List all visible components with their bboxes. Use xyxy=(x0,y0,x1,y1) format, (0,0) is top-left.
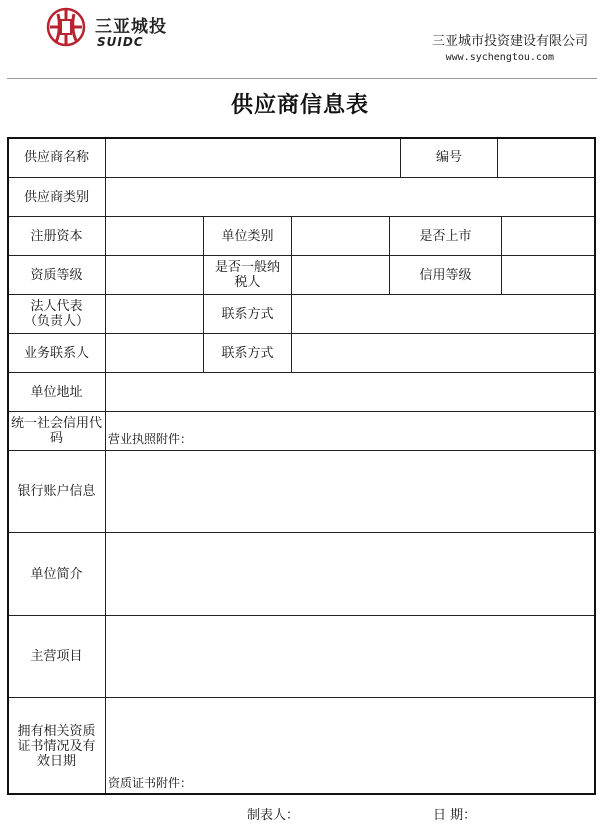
intro-label: 单位简介 xyxy=(7,532,106,616)
legal-rep-contact-field[interactable] xyxy=(291,294,596,334)
main-projects-field[interactable] xyxy=(105,615,596,698)
general-taxpayer-field[interactable] xyxy=(291,255,390,295)
number-label: 编号 xyxy=(400,137,498,178)
supplier-name-field[interactable] xyxy=(105,137,401,178)
preparer-label: 制表人： xyxy=(247,808,300,823)
bank-account-label: 银行账户信息 xyxy=(7,450,106,533)
registered-capital-field[interactable] xyxy=(105,216,204,256)
registered-capital-label: 注册资本 xyxy=(7,216,106,256)
page-title: 供应商信息表 xyxy=(230,93,369,118)
supplier-category-label: 供应商类别 xyxy=(7,177,106,217)
supplier-info-form xyxy=(7,137,596,795)
page-header xyxy=(0,0,600,80)
logo-text-cn: 三亚城投 xyxy=(95,17,167,37)
unit-category-field[interactable] xyxy=(291,216,390,256)
listed-field[interactable] xyxy=(501,216,596,256)
contact-method-label-2: 联系方式 xyxy=(203,333,292,373)
intro-field[interactable] xyxy=(105,532,596,616)
credit-code-label: 统一社会信用代码 xyxy=(7,411,106,451)
date-label: 日 期： xyxy=(433,808,477,823)
bank-account-field[interactable] xyxy=(105,450,596,533)
supplier-name-label: 供应商名称 xyxy=(7,137,106,178)
qualification-level-field[interactable] xyxy=(105,255,204,295)
certificate-attachment-field[interactable]: 资质证书附件： xyxy=(105,697,596,795)
address-field[interactable] xyxy=(105,372,596,412)
company-logo-icon xyxy=(44,6,88,48)
unit-category-label: 单位类别 xyxy=(203,216,292,256)
license-attachment-field[interactable]: 营业执照附件： xyxy=(105,411,596,451)
certificates-label: 拥有相关资质证书情况及有效日期 xyxy=(7,697,106,795)
company-url: www.sychengtou.com xyxy=(445,52,554,63)
supplier-category-field[interactable] xyxy=(105,177,596,217)
business-contact-field[interactable] xyxy=(105,333,204,373)
credit-level-label: 信用等级 xyxy=(389,255,502,295)
main-projects-label: 主营项目 xyxy=(7,615,106,698)
business-contact-method-field[interactable] xyxy=(291,333,596,373)
legal-rep-label: 法人代表（负责人） xyxy=(7,294,106,334)
contact-method-label: 联系方式 xyxy=(203,294,292,334)
business-contact-label: 业务联系人 xyxy=(7,333,106,373)
general-taxpayer-label: 是否一般纳税人 xyxy=(203,255,292,295)
company-name: 三亚城市投资建设有限公司 xyxy=(431,34,588,49)
header-divider xyxy=(7,78,597,79)
legal-rep-field[interactable] xyxy=(105,294,204,334)
listed-label: 是否上市 xyxy=(389,216,502,256)
number-field[interactable] xyxy=(497,137,596,178)
logo-text-en: SUIDC xyxy=(97,35,144,49)
credit-level-field[interactable] xyxy=(501,255,596,295)
address-label: 单位地址 xyxy=(7,372,106,412)
qualification-level-label: 资质等级 xyxy=(7,255,106,295)
